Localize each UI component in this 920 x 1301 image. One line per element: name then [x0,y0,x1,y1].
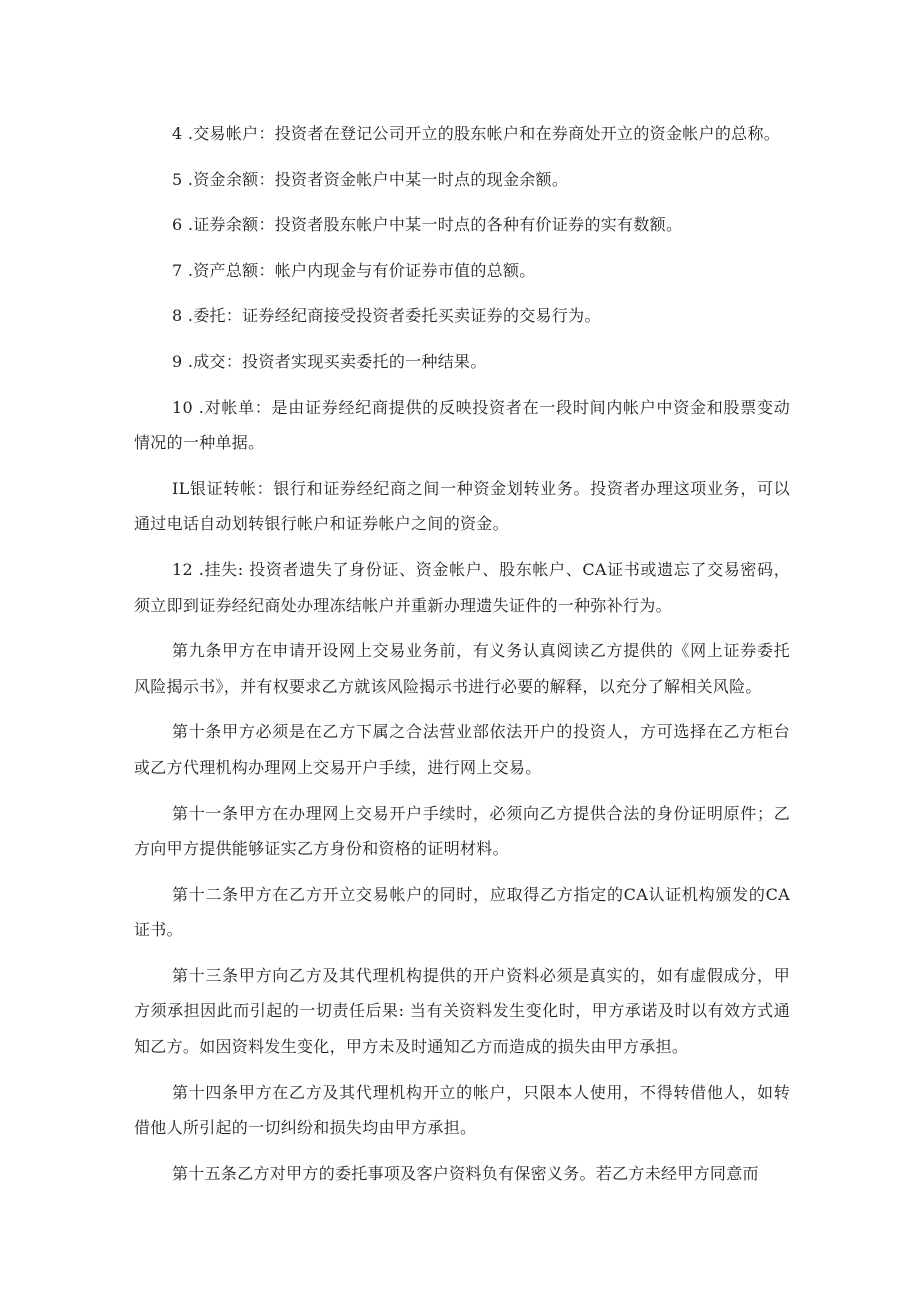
paragraph-article-11: 第十一条甲方在办理网上交易开户手续时，必须向乙方提供合法的身份证明原件；乙方向甲方提供能够证实乙方身份和资格的证明材料。 [134,803,790,859]
paragraph-article-13: 第十三条甲方向乙方及其代理机构提供的开户资料必须是真实的，如有虚假成分，甲方须承担因此而引起的一切责任后果: 当有关资料发生变化时，甲方承诺及时以有效方式通知乙方。如因资料发生变化，甲方未及时通知乙方而造成的损失由甲方承担。 [134,965,790,1057]
paragraph-article-12: 第十二条甲方在乙方开立交易帐户的同时，应取得乙方指定的CA认证机构颁发的CA证书。 [134,884,790,940]
paragraph-item-10-statement: 10 .对帐单：是由证券经纪商提供的反映投资者在一段时间内帐户中资金和股票变动情况的一种单据。 [134,397,790,453]
paragraph-item-9-deal: 9 .成交：投资者实现买卖委托的一种结果。 [172,351,487,371]
paragraph-item-12-report-loss: 12 .挂失: 投资者遗失了身份证、资金帐户、股东帐户、CA证书或遗忘了交易密码，须立即到证券经纪商处办理冻结帐户并重新办理遗失证件的一种弥补行为。 [134,559,790,615]
document-body [134,116,790,1201]
paragraph-item-4-trading-account: 4 .交易帐户：投资者在登记公司开立的股东帐户和在券商处开立的资金帐户的总称。 [172,124,781,143]
paragraph-article-9: 第九条甲方在申请开设网上交易业务前，有义务认真阅读乙方提供的《网上证券委托风险揭示书》，并有权要求乙方就该风险揭示书进行必要的解释，以充分了解相关风险。 [134,641,790,696]
paragraph-item-8-entrust: 8 .委托：证券经纪商接受投资者委托买卖证券的交易行为。 [172,306,601,326]
paragraph-article-15: 第十五条乙方对甲方的委托事项及客户资料负有保密义务。若乙方未经甲方同意而 [172,1163,759,1183]
paragraph-item-11-bank-transfer: IL银证转帐：银行和证券经纪商之间一种资金划转业务。投资者办理这项业务，可以通过电话自动划转银行帐户和证券帐户之间的资金。 [134,478,790,534]
paragraph-article-14: 第十四条甲方在乙方及其代理机构开立的帐户，只限本人使用，不得转借他人，如转借他人所引起的一切纠纷和损失均由甲方承担。 [134,1082,790,1138]
paragraph-item-5-fund-balance: 5 .资金余额：投资者资金帐户中某一时点的现金余额。 [172,169,569,189]
paragraph-item-7-total-assets: 7 .资产总额：帐户内现金与有价证券市值的总额。 [172,260,536,280]
paragraph-item-6-securities-balance: 6 .证券余额：投资者股东帐户中某一时点的各种有价证券的实有数额。 [172,215,683,235]
paragraph-article-10: 第十条甲方必须是在乙方下属之合法营业部依法开户的投资人，方可选择在乙方柜台或乙方代理机构办理网上交易开户手续，进行网上交易。 [134,722,790,777]
